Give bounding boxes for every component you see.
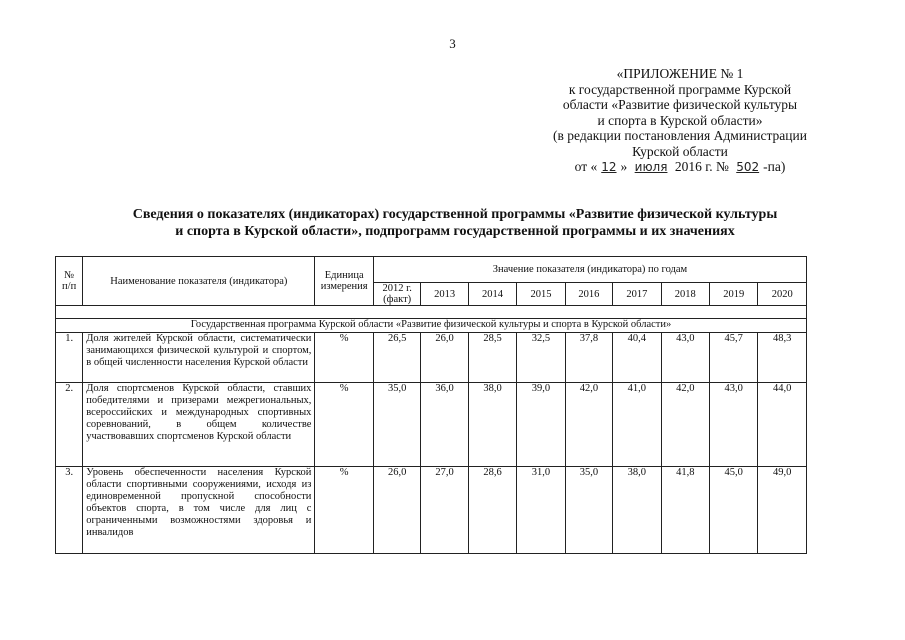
date-prefix: от « [574, 159, 598, 174]
row-value: 26,0 [373, 467, 420, 554]
section-title: Государственная программа Курской области «Развитие физической культуры и спорта в Курской области» [56, 319, 807, 333]
date-day: 12 [601, 160, 617, 174]
row-value: 31,0 [517, 467, 565, 554]
row-value: 42,0 [565, 383, 612, 467]
row-value: 26,5 [373, 333, 420, 383]
appendix-line-4: и спорта в Курской области» [597, 112, 763, 128]
row-unit: % [315, 467, 374, 554]
row-number: 2. [56, 383, 83, 467]
row-value: 43,0 [710, 383, 758, 467]
row-value: 41,8 [661, 467, 709, 554]
title-line-1: Сведения о показателях (индикаторах) государственной программы «Развитие физической культуры [132, 207, 778, 222]
appendix-line-3: области «Развитие физической культуры [562, 97, 798, 112]
row-name: Доля спортсменов Курской области, ставших победителями и призерами межрегиональных, всероссийских и международных спортивных соревнований, в общем количестве участвовавших спортсменов Курской области [83, 383, 315, 467]
header-unit: Единица измерения [315, 257, 374, 306]
header-number: № п/п [56, 257, 83, 306]
row-number: 1. [56, 333, 83, 383]
header-year: 2016 [565, 283, 612, 306]
title-line-2: и спорта в Курской области», подпрограмм государственной программы и их значениях [175, 224, 735, 239]
doc-suffix: -па) [763, 159, 786, 174]
row-value: 35,0 [565, 467, 612, 554]
row-value: 26,0 [421, 333, 468, 383]
row-value: 40,4 [613, 333, 661, 383]
header-values: Значение показателя (индикатора) по годам [373, 257, 806, 283]
row-value: 44,0 [758, 383, 807, 467]
table-row [56, 467, 807, 554]
page-number: 3 [449, 36, 456, 51]
header-year: 2017 [613, 283, 661, 306]
header-year: 2014 [468, 283, 516, 306]
row-number: 3. [56, 467, 83, 554]
section-spacer [56, 306, 807, 319]
row-value: 35,0 [373, 383, 420, 467]
table-row [56, 383, 807, 467]
header-year: 2015 [517, 283, 565, 306]
date-month: июля [634, 160, 668, 174]
row-value: 48,3 [758, 333, 807, 383]
row-value: 38,0 [468, 383, 516, 467]
row-value: 43,0 [661, 333, 709, 383]
appendix-header [520, 66, 840, 176]
appendix-line-5: (в редакции постановления Администрации [553, 128, 807, 143]
row-value: 45,7 [710, 333, 758, 383]
row-value: 27,0 [421, 467, 468, 554]
row-value: 32,5 [517, 333, 565, 383]
header-year: 2012 г. (факт) [373, 283, 420, 306]
header-year: 2013 [421, 283, 468, 306]
appendix-line-2: к государственной программе Курской [568, 81, 792, 97]
row-name: Доля жителей Курской области, систематически занимающихся физической культурой и спортом, в общей численности населения Курской области [83, 333, 315, 383]
row-name: Уровень обеспеченности населения Курской области спортивными сооружениями, исходя из единовременной пропускной способности объектов спорта, в том числе для лиц с ограниченными возможностями здоровья и инвалидов [83, 467, 315, 554]
row-value: 39,0 [517, 383, 565, 467]
header-year: 2018 [661, 283, 709, 306]
header-name: Наименование показателя (индикатора) [83, 257, 315, 306]
table-row [56, 333, 807, 383]
row-value: 28,5 [468, 333, 516, 383]
row-value: 41,0 [613, 383, 661, 467]
header-year: 2019 [710, 283, 758, 306]
appendix-line-6: Курской области [632, 143, 728, 159]
row-value: 49,0 [758, 467, 807, 554]
row-value: 38,0 [613, 467, 661, 554]
row-value: 36,0 [421, 383, 468, 467]
doc-number: 502 [736, 160, 760, 174]
date-mid: » [620, 159, 628, 174]
row-unit: % [315, 333, 374, 383]
row-value: 42,0 [661, 383, 709, 467]
row-value: 28,6 [468, 467, 516, 554]
row-value: 45,0 [710, 467, 758, 554]
document-title [60, 206, 850, 240]
row-value: 37,8 [565, 333, 612, 383]
date-year: 2016 г. № [674, 159, 729, 174]
indicators-table [55, 256, 807, 554]
appendix-date-line [520, 159, 840, 176]
appendix-title: «ПРИЛОЖЕНИЕ № 1 [616, 66, 744, 81]
header-year: 2020 [758, 283, 807, 306]
row-unit: % [315, 383, 374, 467]
